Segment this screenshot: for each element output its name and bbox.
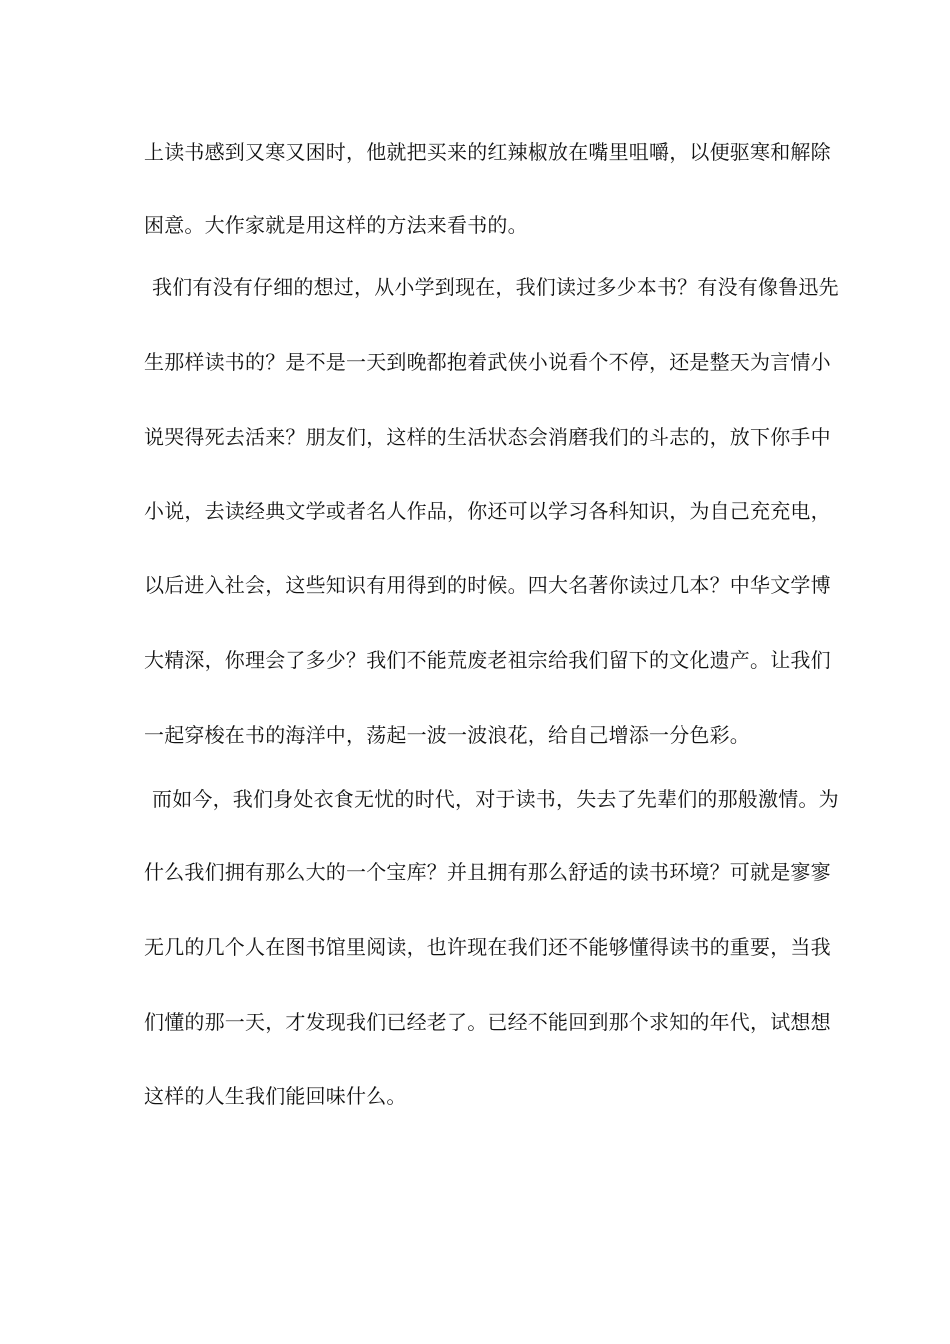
text-line-14: 这样的人生我们能回味什么。: [144, 1084, 407, 1108]
text-line-7: 以后进入社会，这些知识有用得到的时候。四大名著你读过几本？中华文学博: [144, 573, 831, 597]
paragraph-3-line-1: 而如今，我们身处衣食无忧的时代，对于读书，失去了先辈们的那般激情。为: [152, 787, 839, 811]
text-line-11: 什么我们拥有那么大的一个宝库？并且拥有那么舒适的读书环境？可就是寥寥: [144, 860, 831, 884]
text-line-2: 困意。大作家就是用这样的方法来看书的。: [144, 213, 528, 237]
paragraph-2-line-1: 我们有没有仔细的想过，从小学到现在，我们读过多少本书？有没有像鲁迅先: [152, 275, 839, 299]
text-line-13: 们懂的那一天，才发现我们已经老了。已经不能回到那个求知的年代，试想想: [144, 1010, 831, 1034]
text-line-8: 大精深，你理会了多少？我们不能荒废老祖宗给我们留下的文化遗产。让我们: [144, 648, 831, 672]
text-line-9: 一起穿梭在书的海洋中，荡起一波一波浪花，给自己增添一分色彩。: [144, 723, 750, 747]
text-line-12: 无几的几个人在图书馆里阅读，也许现在我们还不能够懂得读书的重要，当我: [144, 935, 831, 959]
text-line-4: 生那样读书的？是不是一天到晚都抱着武侠小说看个不停，还是整天为言情小: [144, 350, 831, 374]
text-line-5: 说哭得死去活来？朋友们，这样的生活状态会消磨我们的斗志的，放下你手中: [144, 425, 831, 449]
text-line-6: 小说，去读经典文学或者名人作品，你还可以学习各科知识，为自己充充电，: [144, 499, 831, 523]
text-line-1: 上读书感到又寒又困时，他就把买来的红辣椒放在嘴里咀嚼，以便驱寒和解除: [144, 140, 831, 164]
